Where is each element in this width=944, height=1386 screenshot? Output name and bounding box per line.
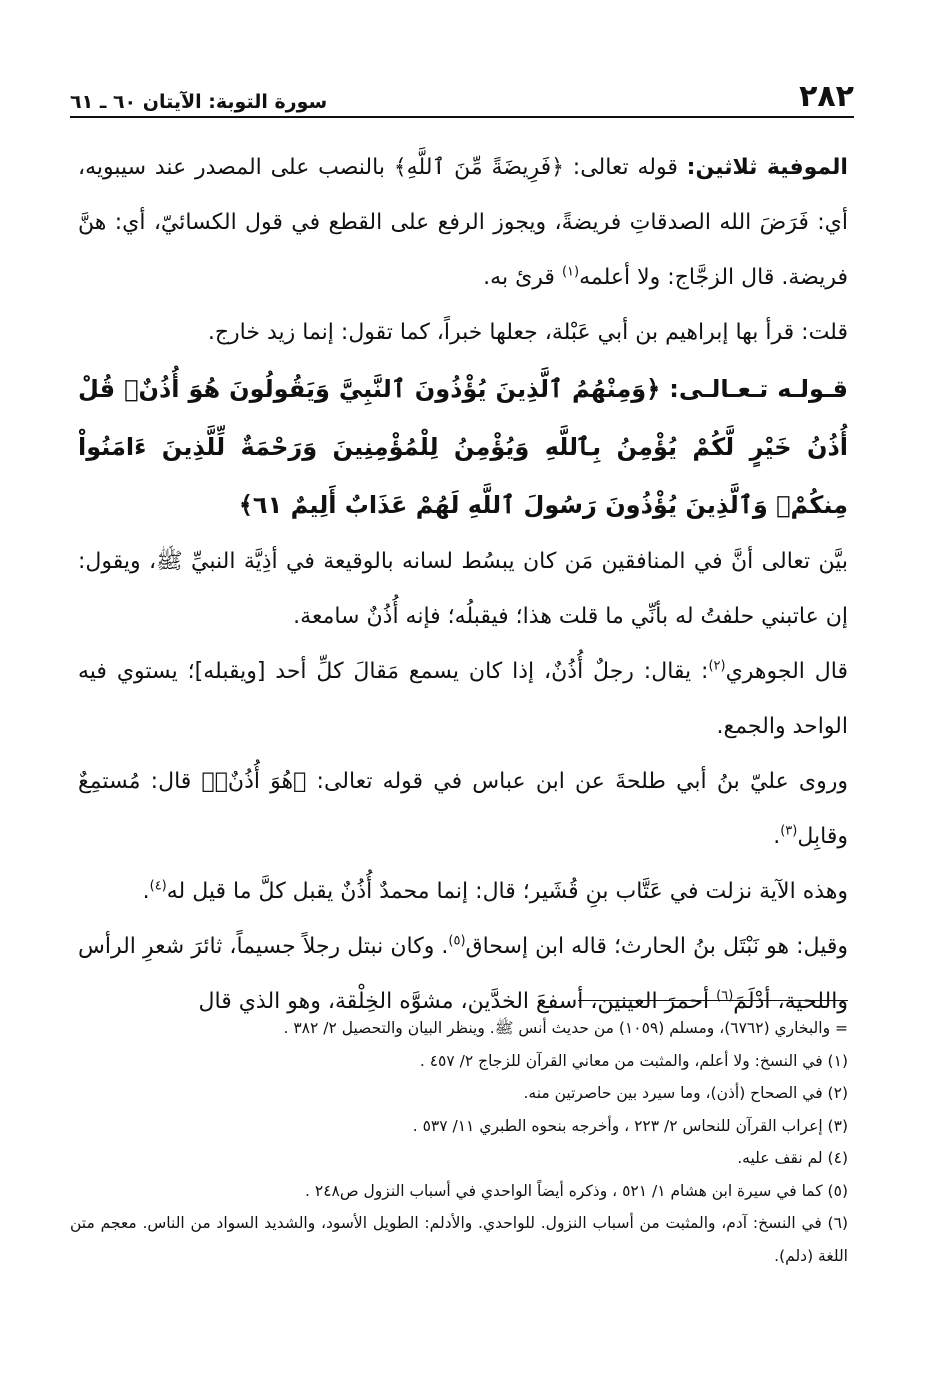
paragraph-explanation [78,534,848,644]
page-header [70,68,854,118]
page-number: ٢٨٢ [799,79,854,114]
footnote-3: (٣) إعراب القرآن للنحاس ٢/ ٢٢٣ ، وأخرجه بنحوه الطبري ١١/ ٥٣٧ . [412,1116,848,1135]
paragraph-text: . [773,824,781,849]
paragraph-thirtieth [78,140,848,305]
footnote-5: (٥) كما في سيرة ابن هشام ١/ ٥٢١ ، وذكره أيضاً الواحدي في أسباب النزول ص٢٤٨ . [305,1181,848,1200]
paragraph-ibn-abbas [78,754,848,864]
paragraph-text: . [142,879,150,904]
footnote-ref-3[interactable]: (٣) [780,823,798,839]
footnote-ref-1[interactable]: (١) [561,264,580,280]
paragraph-attab [78,864,848,919]
paragraph-text: قوله تعالى: ﴿فَرِيضَةً مِّنَ ٱللَّهِ﴾ بالنصب على المصدر عند سيبويه، أي: فَرَضَ الله الصدقاتِ فريضةً، ويجوز الرفع على القطع في قول الكسائيّ، أي: هنَّ فريضة. قال الزجَّاج: ولا أعلمه [78,155,848,290]
footnote-ref-4[interactable]: (٤) [149,878,167,894]
footnote-1: (١) في النسخ: ولا أعلم، والمثبت من معاني القرآن للزجاج ٢/ ٤٥٧ . [419,1051,848,1070]
footnote-ref-2[interactable]: (٢) [708,658,726,674]
paragraph-text-pre: وهذه الآية نزلت في عَتَّاب بنِ قُشَير؛ قال: إنما محمدٌ أُذُنٌ يقبل كلَّ ما قيل له [166,879,848,904]
issue-heading: الموفية ثلاثين: [686,155,848,180]
paragraph-text: قلت: قرأ بها إبراهيم بن أبي عَبْلة، جعلها خبراً، كما تقول: إنما زيد خارج. [207,320,848,345]
footnote-divider [578,1000,848,1001]
verse-text: ﴿وَمِنْهُمُ ٱلَّذِينَ يُؤْذُونَ ٱلنَّبِيَّ وَيَقُولُونَ هُوَ أُذُنٌۚ قُلْ أُذُنُ خَيْرٍ لَّكُمْ يُؤْمِنُ بِٱللَّهِ وَيُؤْمِنُ لِلْمُؤْمِنِينَ وَرَحْمَةٌ لِّلَّذِينَ ءَامَنُواْ مِنكُمْۚ وَٱلَّذِينَ يُؤْذُونَ رَسُولَ ٱللَّهِ لَهُمْ عَذَابٌ أَلِيمٌ ٦١﴾ [78,375,848,519]
main-text [78,140,848,1029]
paragraph-jawhari [78,644,848,754]
footnote-6: (٦) في النسخ: آدم، والمثبت من أسباب النزول. للواحدي. والأدلم: الطويل الأسود، والشديد السواد من الناس. معجم متن اللغة (دلم). [70,1214,848,1265]
footnotes [70,1012,848,1272]
paragraph-text: أحمرَ العينين، أسفعَ الخدَّين، مشوَّه الخِلْقة، وهو الذي قال [198,989,717,1014]
footnote-4: (٤) لم نقف عليه. [737,1149,848,1167]
quran-verse-block [78,360,848,534]
verse-intro: قـولـه تـعـالـى: [669,375,848,403]
paragraph-text-pre: وروى عليّ بنُ أبي طلحةَ عن ابن عباس في قوله تعالى: ﴿هُوَ أُذُنٌۚ﴾ قال: مُستمِعٌ وقابِل [78,769,848,849]
paragraph-text: : يقال: رجلٌ أُذُنٌ، إذا كان يسمع مَقالَ كلِّ أحد [ويقبله]؛ يستوي فيه الواحد والجمع. [78,659,848,739]
footnote-2: (٢) في الصحاح (أذن)، وما سيرد بين حاصرتين منه. [523,1084,848,1102]
footnote-ref-6[interactable]: (٦) [716,988,734,1004]
paragraph-text-pre: وقيل: هو نَبْتَل بنُ الحارث؛ قاله ابن إسحاق [465,934,848,959]
paragraph-text-tail: قرئ به. [483,265,562,290]
paragraph-qultu [78,305,848,360]
paragraph-text-pre: قال الجوهري [725,659,848,684]
footnote-ref-5[interactable]: (٥) [448,933,466,949]
paragraph-text-mid: . وكان نبتل رجلاً جسيماً، ثائرَ شعرِ الرأس واللحية، أدْلَمَ [78,934,848,1014]
footnote-continued: = والبخاري (٦٧٦٢)، ومسلم (١٠٥٩) من حديث أنس ﷺ. وينظر البيان والتحصيل ٢/ ٣٨٢ . [283,1019,848,1037]
running-title: سورة التوبة: الآيتان ٦٠ ـ ٦١ [70,91,328,113]
paragraph-text: بيَّن تعالى أنَّ في المنافقين مَن كان يبسُط لسانه بالوقيعة في أذِيَّة النبيِّ ﷺ، ويقول: إن عاتبني حلفتُ له بأنِّي ما قلت هذا؛ فيقبلُه؛ فإنه أُذُنٌ سامعة. [78,549,848,629]
